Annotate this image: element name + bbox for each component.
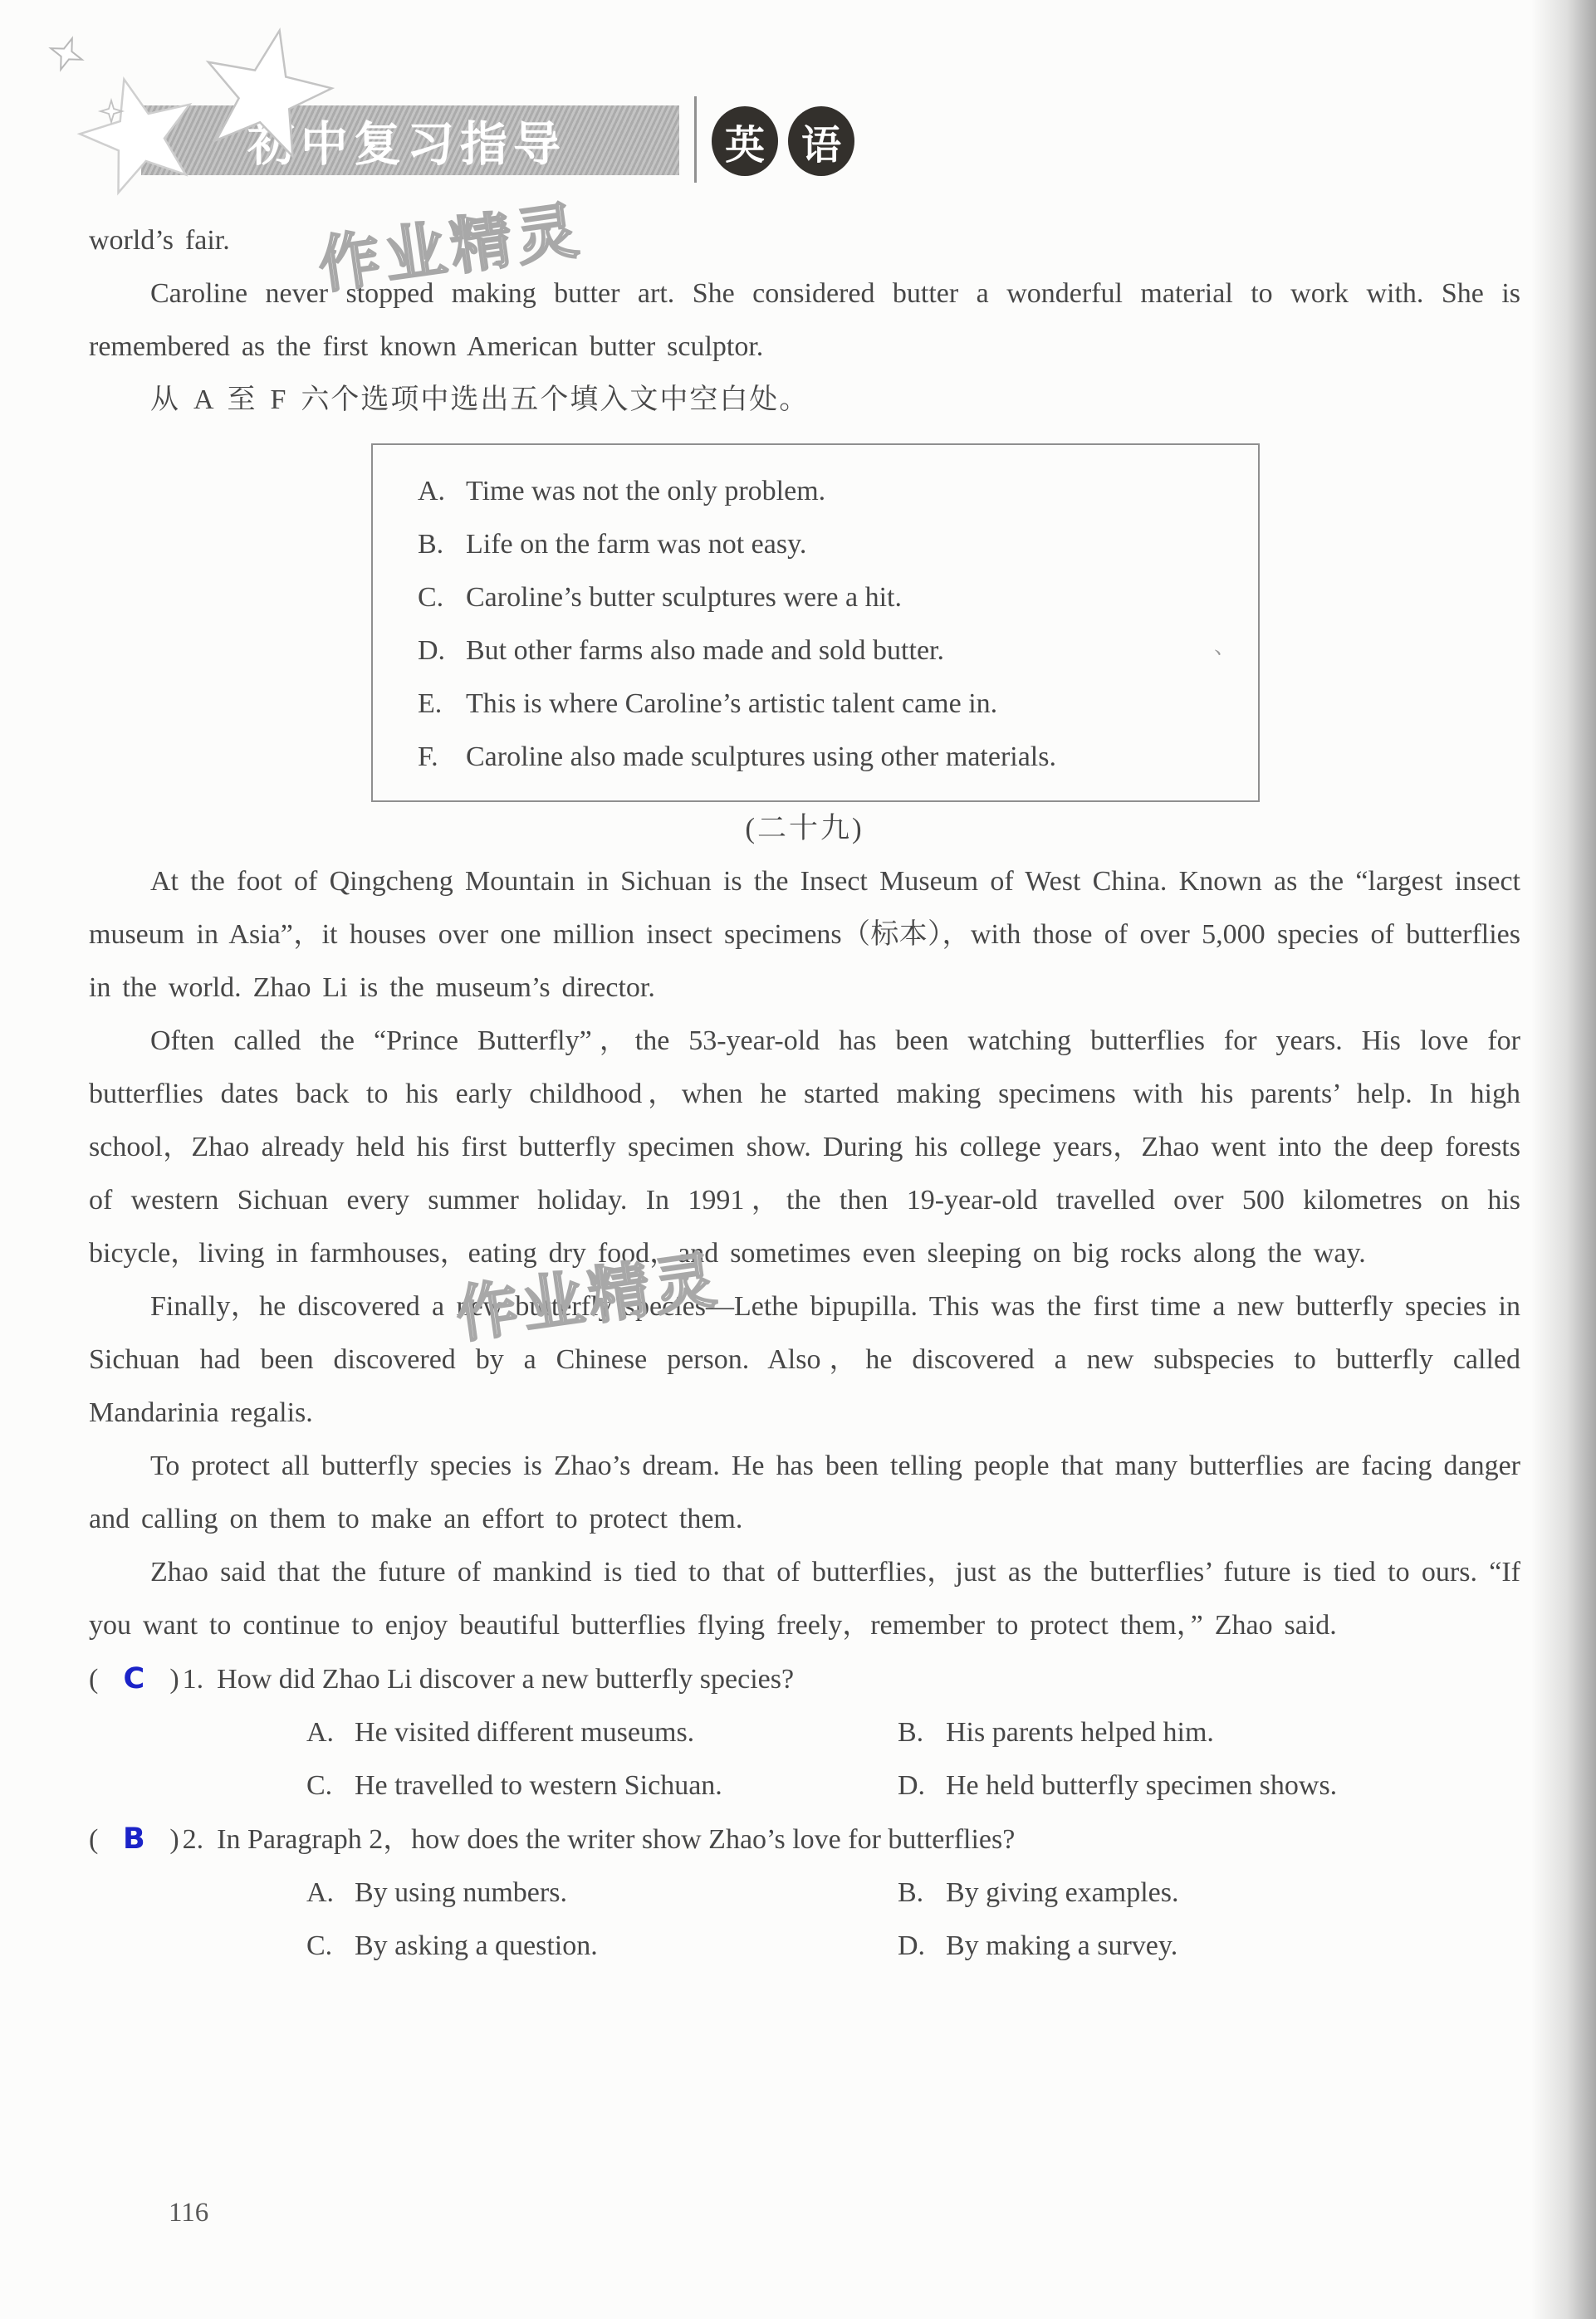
passage-paragraph: Often called the “Prince Butterfly”，the 53-year-old has been watching butterflies for years. His love for butterflies dates back to his early childhood，when he started making specimens with his parents’ help. In high school，Zhao already held his first butterfly specimen show. During his college years，Zhao went into the deep forests of western Sichuan every summer holiday. In 1991，the then 19-year-old travelled over 500 kilometres on his bicycle，living in farmhouses，eating dry food，and sometimes even sleeping on big rocks along the way. bbox=[89, 1025, 1520, 1269]
subject-badge bbox=[712, 106, 854, 176]
question-option bbox=[898, 1866, 1520, 1920]
page-number: 116 bbox=[169, 2198, 209, 2228]
option-item bbox=[418, 678, 1241, 731]
option-label: C. bbox=[306, 1930, 333, 1961]
passage-paragraph: Zhao said that the future of mankind is tied to that of butterflies，just as the butterflies’ future is tied to ours. “If you want to continue to enjoy beautiful butterflies flying freely，remember to protect them，” Zhao said. bbox=[89, 1557, 1520, 1641]
option-text: He travelled to western Sichuan. bbox=[355, 1770, 722, 1801]
question-option bbox=[306, 1920, 898, 1973]
option-label: A. bbox=[306, 1877, 335, 1908]
option-label: D. bbox=[898, 1770, 926, 1801]
question-block bbox=[89, 1813, 1520, 1973]
watermark-text: 作业精灵 bbox=[452, 1244, 726, 1352]
option-label: C. bbox=[418, 582, 444, 613]
option-label: B. bbox=[898, 1717, 924, 1748]
question-stem-line bbox=[89, 1813, 1520, 1866]
option-text: Caroline’s butter sculptures were a hit. bbox=[466, 582, 902, 613]
option-label: B. bbox=[418, 529, 444, 560]
paragraph-tail-line: world’s fair. bbox=[89, 225, 230, 256]
option-item bbox=[418, 731, 1241, 784]
question-option bbox=[306, 1866, 898, 1920]
option-label: D. bbox=[418, 635, 446, 666]
options-box bbox=[371, 443, 1260, 802]
star-icon bbox=[193, 25, 341, 161]
question-stem: In Paragraph 2，how does the writer show Zhao’s love for butterflies? bbox=[217, 1824, 1016, 1855]
question-stem: How did Zhao Li discover a new butterfly species? bbox=[217, 1664, 795, 1695]
paren-close: ) bbox=[169, 1664, 179, 1695]
scan-gutter-shadow bbox=[1531, 0, 1596, 2319]
option-text: By using numbers. bbox=[355, 1877, 567, 1908]
question-number: 2. bbox=[182, 1824, 204, 1855]
question-block bbox=[89, 1652, 1520, 1813]
star-decoration-icon bbox=[33, 25, 382, 241]
question-option bbox=[898, 1706, 1520, 1759]
option-text: By making a survey. bbox=[946, 1930, 1178, 1961]
option-text: By giving examples. bbox=[946, 1877, 1179, 1908]
intro-paragraph: Caroline never stopped making butter art. She considered butter a wonderful material to work with. She is remembered as the first known American butter sculptor. bbox=[89, 278, 1520, 362]
question-stem-line bbox=[89, 1652, 1520, 1706]
question-option bbox=[306, 1759, 898, 1813]
answer-blank: B bbox=[122, 1822, 145, 1856]
watermark-text: 作业精灵 bbox=[314, 194, 588, 302]
paren-open: ( bbox=[89, 1664, 99, 1695]
option-text: This is where Caroline’s artistic talent came in. bbox=[466, 688, 998, 719]
page-content bbox=[89, 214, 1520, 1973]
question-option bbox=[898, 1920, 1520, 1973]
sparkle-icon bbox=[100, 100, 122, 122]
star-icon bbox=[69, 65, 207, 198]
option-item bbox=[418, 518, 1241, 571]
question-option bbox=[898, 1759, 1520, 1813]
option-item bbox=[418, 571, 1241, 624]
passage-paragraph: To protect all butterfly species is Zhao’s dream. He has been telling people that many butterflies are facing danger and calling on them to make an effort to protect them. bbox=[89, 1451, 1520, 1534]
option-label: A. bbox=[418, 476, 446, 506]
answer-blank: C bbox=[123, 1662, 145, 1695]
option-text: By asking a question. bbox=[355, 1930, 598, 1961]
option-text: Caroline also made sculptures using other materials. bbox=[466, 741, 1056, 772]
stray-mark: 、 bbox=[1214, 634, 1236, 658]
option-text: But other farms also made and sold butter. bbox=[466, 635, 944, 666]
option-label: B. bbox=[898, 1877, 924, 1908]
question-options bbox=[89, 1866, 1520, 1973]
option-label: E. bbox=[418, 688, 443, 719]
question-number: 1. bbox=[182, 1664, 204, 1695]
passage-paragraph: At the foot of Qingcheng Mountain in Sichuan is the Insect Museum of West China. Known as the “largest insect museum in Asia”，it houses over one million insect specimens（标本），with those of over 5,000 species of butterflies in the world. Zhao Li is the museum’s director. bbox=[89, 866, 1520, 1003]
question-options bbox=[89, 1706, 1520, 1813]
option-item bbox=[418, 624, 1241, 678]
paren-close: ) bbox=[169, 1824, 179, 1855]
sparkle-icon bbox=[45, 32, 87, 75]
header-divider bbox=[694, 96, 697, 183]
option-label: F. bbox=[418, 741, 438, 772]
passage-paragraph: Finally，he discovered a new butterfly species—Lethe bipupilla. This was the first time a new butterfly species in Sichuan had been discovered by a Chinese person. Also，he discovered a new subspecies to butterfly called Mandarinia regalis. bbox=[89, 1291, 1520, 1428]
subject-char-circle: 英 bbox=[712, 106, 778, 176]
section-title: (二十九) bbox=[745, 812, 864, 844]
question-option bbox=[306, 1706, 898, 1759]
option-label: D. bbox=[898, 1930, 926, 1961]
option-item bbox=[418, 465, 1241, 518]
instruction-line: 从 A 至 F 六个选项中选出五个填入文中空白处。 bbox=[150, 384, 810, 415]
option-label: C. bbox=[306, 1770, 333, 1801]
option-text: He held butterfly specimen shows. bbox=[946, 1770, 1338, 1801]
option-text: He visited different museums. bbox=[355, 1717, 695, 1748]
option-text: Time was not the only problem. bbox=[466, 476, 826, 506]
option-label: A. bbox=[306, 1717, 335, 1748]
option-text: His parents helped him. bbox=[946, 1717, 1214, 1748]
option-text: Life on the farm was not easy. bbox=[466, 529, 807, 560]
banner-title: 初中复习指导 bbox=[247, 117, 566, 172]
paren-open: ( bbox=[89, 1824, 99, 1855]
subject-char-circle: 语 bbox=[788, 106, 854, 176]
